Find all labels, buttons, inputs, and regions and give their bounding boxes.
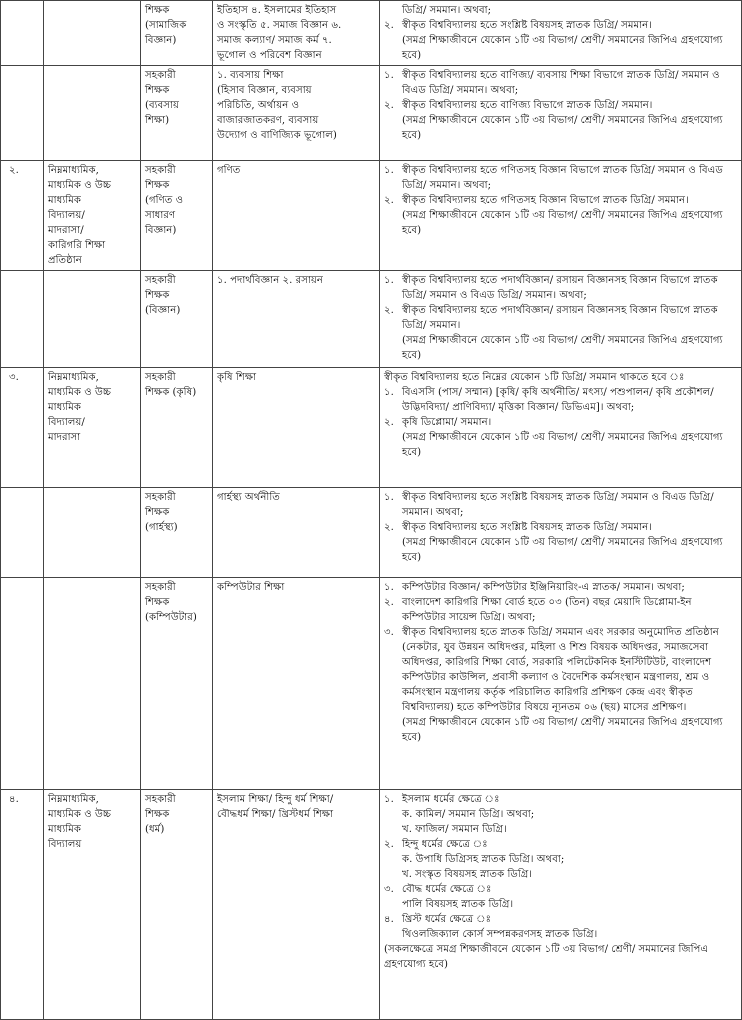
qualification-cell xyxy=(380,1,742,66)
subject-cell xyxy=(213,1,380,66)
post-cell xyxy=(141,66,213,161)
post-line: সহকারী xyxy=(145,275,176,286)
subject-line: সমাজ কল্যাণ/ সমাজ কর্ম ৭. xyxy=(217,35,332,46)
qualification-cell xyxy=(380,790,742,1020)
qualification-cell xyxy=(380,66,742,161)
subject-line: উদ্যোগ ও বাণিজ্যিক ভূগোল) xyxy=(217,130,337,141)
qualification-item-number: ২. xyxy=(384,305,394,316)
subject-line: গার্হস্থ্য অর্থনীতি xyxy=(217,492,280,503)
institution-line: নিম্নমাধ্যমিক, xyxy=(48,794,99,805)
table-row xyxy=(1,368,742,488)
institution-cell xyxy=(44,790,141,1020)
post-line: শিক্ষক xyxy=(145,85,170,96)
qualification-item-number: ১. xyxy=(384,794,394,805)
qualification-note: (সমগ্র শিক্ষাজীবনে যেকোন ১টি ৩য় বিভাগ/ শ্রেণী/ সমমানের জিপিএ গ্রহণযোগ্য হবে) xyxy=(402,115,723,141)
serial-cell xyxy=(1,368,44,488)
qualification-subitem: ক. কামিল/ সমমান ডিগ্রি। অথবা; xyxy=(402,809,535,820)
table-row xyxy=(1,66,742,161)
subject-line: ইতিহাস ৪. ইসলামের ইতিহাস xyxy=(217,5,337,16)
qualification-note: (সমগ্র শিক্ষাজীবনে যেকোন ১টি ৩য় বিভাগ/ শ্রেণী/ সমমানের জিপিএ গ্রহণযোগ্য হবে) xyxy=(402,537,723,563)
qualification-item xyxy=(384,490,737,520)
qualification-note: ডিগ্রি/ সমমান। অথবা; xyxy=(402,5,492,16)
serial-number: ৪. xyxy=(9,794,19,805)
institution-line: বিদ্যালয় xyxy=(48,839,82,850)
post-line: শিক্ষক (কৃষি) xyxy=(145,387,197,398)
post-cell xyxy=(141,790,213,1020)
qualification-item-text: কম্পিউটার বিজ্ঞান/ কম্পিউটার ইঞ্জিনিয়ারিং-এ স্নাতক/ সমমান। অথবা; xyxy=(402,582,685,593)
post-line: (সামাজিক xyxy=(145,20,187,31)
serial-cell xyxy=(1,790,44,1020)
subject-cell xyxy=(213,488,380,578)
qualification-cell xyxy=(380,488,742,578)
institution-cell xyxy=(44,66,141,161)
serial-number: ৩. xyxy=(9,372,19,383)
post-line: (ধর্ম) xyxy=(145,824,165,835)
qualification-item-text: হিন্দু ধর্মের ক্ষেত্রে ঃ xyxy=(402,839,488,850)
institution-cell xyxy=(44,578,141,790)
table-row xyxy=(1,488,742,578)
subject-line: কম্পিউটার শিক্ষা xyxy=(217,582,285,593)
qualification-item-text: স্বীকৃত বিশ্ববিদ্যালয় হতে গণিতসহ বিজ্ঞান বিভাগে স্নাতক ডিগ্রি/ সমমান। xyxy=(402,195,689,206)
institution-line: মাধ্যমিক xyxy=(48,824,81,835)
qualification-item-number: ২. xyxy=(384,522,394,533)
qualification-item-number: ২. xyxy=(384,195,394,206)
qualification-item-number: ১. xyxy=(384,492,394,503)
post-cell xyxy=(141,488,213,578)
qualification-item xyxy=(384,595,737,625)
table-row xyxy=(1,161,742,271)
serial-number: ২. xyxy=(9,165,19,176)
serial-cell xyxy=(1,161,44,271)
subject-line: পরিচিতি, অর্থায়ন ও xyxy=(217,100,300,111)
qualification-note: (সমগ্র শিক্ষাজীবনে যেকোন ১টি ৩য় বিভাগ/ শ্রেণী/ সমমানের জিপিএ গ্রহণযোগ্য হবে) xyxy=(402,210,723,236)
qualification-subitem: পালি বিষয়সহ স্নাতক ডিগ্রি। xyxy=(402,899,514,910)
subject-line: গণিত xyxy=(217,165,241,176)
qualification-item-text: স্বীকৃত বিশ্ববিদ্যালয় হতে পদার্থবিজ্ঞান/ রসায়ন বিজ্ঞানসহ বিজ্ঞান বিভাগে স্নাতক ডিগ্রি/ সমমান ও বিএড ডিগ্রি/ সমমান। অথবা; xyxy=(402,275,718,301)
qualification-item-number: ৪. xyxy=(384,914,394,925)
qualification-item-number: ৩. xyxy=(384,884,394,895)
subject-line: ভূগোল ও পরিবেশ বিজ্ঞান xyxy=(217,50,322,61)
institution-line: বিদ্যালয়/ xyxy=(48,210,85,221)
qualification-item xyxy=(384,520,737,535)
post-cell xyxy=(141,161,213,271)
post-line: শিক্ষক xyxy=(145,507,170,518)
qualification-item xyxy=(384,273,737,303)
subject-line: ও সংস্কৃতি ৫. সমাজ বিজ্ঞান ৬. xyxy=(217,20,342,31)
qualification-item-text: স্বীকৃত বিশ্ববিদ্যালয় হতে সংশ্লিষ্ট বিষয়সহ স্নাতক ডিগ্রি/ সমমান। xyxy=(402,522,652,533)
post-line: সহকারী xyxy=(145,492,176,503)
post-line: শিক্ষক xyxy=(145,180,170,191)
qualification-item-number: ২. xyxy=(384,20,394,31)
qualification-item xyxy=(384,303,737,333)
serial-cell xyxy=(1,271,44,368)
post-line: শিক্ষা) xyxy=(145,115,170,126)
qualification-item-text: কৃষি ডিপ্লোমা/ সমমান। xyxy=(402,417,492,428)
subject-line: ১. ব্যবসায় শিক্ষা xyxy=(217,70,284,81)
qualification-item-number: ২. xyxy=(384,597,394,608)
post-line: (কম্পিউটার) xyxy=(145,612,197,623)
post-line: শিক্ষক xyxy=(145,809,170,820)
qualification-item-text: ইসলাম ধর্মের ক্ষেত্রে ঃ xyxy=(402,794,500,805)
qualification-item-number: ১. xyxy=(384,165,394,176)
qualification-item xyxy=(384,385,737,415)
table-row xyxy=(1,790,742,1020)
qualification-item-text: স্বীকৃত বিশ্ববিদ্যালয় হতে গণিতসহ বিজ্ঞান বিভাগে স্নাতক ডিগ্রি/ সমমান ও বিএড ডিগ্রি/ সমমান। অথবা; xyxy=(402,165,723,191)
qualification-item xyxy=(384,98,737,113)
post-cell xyxy=(141,1,213,66)
post-cell xyxy=(141,368,213,488)
institution-cell xyxy=(44,1,141,66)
post-line: সহকারী xyxy=(145,794,176,805)
qualification-note: স্বীকৃত বিশ্ববিদ্যালয় হতে নিম্নের যেকোন ১টি ডিগ্রি/ সমমান থাকতে হবে ঃ xyxy=(384,372,685,383)
qualification-note: (সমগ্র শিক্ষাজীবনে যেকোন ১টি ৩য় বিভাগ/ শ্রেণী/ সমমানের জিপিএ গ্রহণযোগ্য হবে) xyxy=(402,432,723,458)
qualification-subitem: থিওলজিক্যাল কোর্স সম্পন্নকরণসহ স্নাতক ডিগ্রি। xyxy=(402,929,598,940)
qualification-item xyxy=(384,580,737,595)
qualification-item xyxy=(384,837,737,852)
qualification-note: (সকলক্ষেত্রে সমগ্র শিক্ষাজীবনে যেকোন ১টি ৩য় বিভাগ/ শ্রেণী/ সমমানের জিপিএ গ্রহণযোগ্য হবে) xyxy=(384,944,709,970)
qualification-cell xyxy=(380,161,742,271)
qualification-item xyxy=(384,882,737,897)
qualification-subitem: খ. সংস্কৃত বিষয়সহ স্নাতক ডিগ্রি। xyxy=(402,869,533,880)
post-line: সহকারী xyxy=(145,582,176,593)
qualification-item-number: ২. xyxy=(384,839,394,850)
qualification-item-text: স্বীকৃত বিশ্ববিদ্যালয় হতে স্নাতক ডিগ্রি/ সমমান এবং সরকার অনুমোদিত প্রতিষ্ঠান (নেকটার, যুব উন্নয়ন অধিদপ্তর, মহিলা ও শিশু বিষয়ক অধিদপ্তর, সমাজসেবা অধিদপ্তর, কারিগরি শিক্ষা বোর্ড, সরকারি পলিটেকনিক ইনস্টিটিউট, বাংলাদেশ কম্পিউটার কাউন্সিল, প্রবাসী কল্যাণ ও বৈদেশিক কর্মসংস্থান মন্ত্রণালয়, শ্রম ও কর্মসংস্থান মন্ত্রণালয় কর্তৃক পরিচালিত কারিগরি প্রশিক্ষণ কেন্দ্র এবং স্বীকৃত বিশ্ববিদ্যালয়) হতে কম্পিউটার বিষয়ে ন্যূনতম ০৬ (ছয়) মাসের প্রশিক্ষণ। xyxy=(402,627,719,713)
qualification-item xyxy=(384,912,737,927)
qualification-note: (সমগ্র শিক্ষাজীবনে যেকোন ১টি ৩য় বিভাগ/ শ্রেণী/ সমমানের জিপিএ গ্রহণযোগ্য হবে) xyxy=(402,35,723,61)
qualification-item-number: ২. xyxy=(384,100,394,111)
post-line: বিজ্ঞান) xyxy=(145,35,177,46)
institution-cell xyxy=(44,271,141,368)
qualification-item-text: স্বীকৃত বিশ্ববিদ্যালয় হতে পদার্থবিজ্ঞান/ রসায়ন বিজ্ঞানসহ বিজ্ঞান বিভাগে স্নাতক ডিগ্রি/ সমমান। xyxy=(402,305,718,331)
table-row xyxy=(1,1,742,66)
qualification-item-text: স্বীকৃত বিশ্ববিদ্যালয় হতে বাণিজ্য/ ব্যবসায় শিক্ষা বিভাগে স্নাতক ডিগ্রি/ সমমান ও বিএড ডিগ্রি/ সমমান। অথবা; xyxy=(402,70,720,96)
institution-line: মাধ্যমিক ও উচ্চ xyxy=(48,180,112,191)
post-cell xyxy=(141,271,213,368)
subject-cell xyxy=(213,790,380,1020)
qualification-subitem: খ. ফাজিল/ সমমান ডিগ্রি। xyxy=(402,824,507,835)
post-line: সহকারী xyxy=(145,70,176,81)
qualification-item-number: ২. xyxy=(384,417,394,428)
qualification-item xyxy=(384,415,737,430)
qualification-item-number: ৩. xyxy=(384,627,394,638)
qualification-item-number: ১. xyxy=(384,582,394,593)
subject-cell xyxy=(213,161,380,271)
qualification-item-number: ১. xyxy=(384,70,394,81)
qualification-item-text: স্বীকৃত বিশ্ববিদ্যালয় হতে সংশ্লিষ্ট বিষয়সহ স্নাতক ডিগ্রি/ সমমান ও বিএড ডিগ্রি/ সমমান। অথবা; xyxy=(402,492,714,518)
institution-cell xyxy=(44,161,141,271)
institution-line: প্রতিষ্ঠান xyxy=(48,255,82,266)
subject-line: ইসলাম শিক্ষা/ হিন্দু ধর্ম শিক্ষা/ xyxy=(217,794,334,805)
post-line: সহকারী xyxy=(145,372,176,383)
post-line: সহকারী xyxy=(145,165,176,176)
post-line: শিক্ষক xyxy=(145,5,170,16)
institution-line: নিম্নমাধ্যমিক, xyxy=(48,165,99,176)
qualification-item xyxy=(384,18,737,33)
qualification-item-number: ১. xyxy=(384,275,394,286)
qualification-item-text: বাংলাদেশ কারিগরি শিক্ষা বোর্ড হতে ০৩ (তিন) বছর মেয়াদি ডিপ্লোমা-ইন কম্পিউটার সায়েন্স ডিগ্রি। অথবা; xyxy=(402,597,692,623)
qualification-item-text: স্বীকৃত বিশ্ববিদ্যালয় হতে বাণিজ্য বিভাগে স্নাতক ডিগ্রি/ সমমান। xyxy=(402,100,653,111)
qualification-item-text: খ্রিস্ট ধর্মের ক্ষেত্রে ঃ xyxy=(402,914,492,925)
institution-line: মাদরাসা xyxy=(48,432,81,443)
institution-line: মাধ্যমিক ও উচ্চ xyxy=(48,387,112,398)
subject-line: কৃষি শিক্ষা xyxy=(217,372,257,383)
post-line: (বিজ্ঞান) xyxy=(145,305,181,316)
post-line: শিক্ষক xyxy=(145,597,170,608)
institution-line: মাদরাসা/ xyxy=(48,225,84,236)
subject-cell xyxy=(213,578,380,790)
qualification-item-text: বিএসসি (পাস/ সম্মান) [কৃষি/ কৃষি অর্থনীতি/ মৎস্য/ পশুপালন/ কৃষি প্রকৌশল/ উদ্ভিদবিদ্যা/ প্রাণিবিদ্যা/ মৃত্তিকা বিজ্ঞান/ ডিভিএম]। অথবা; xyxy=(402,387,714,413)
post-line: শিক্ষক xyxy=(145,290,170,301)
post-line: বিজ্ঞান) xyxy=(145,225,177,236)
institution-line: কারিগরি শিক্ষা xyxy=(48,240,106,251)
qualification-item-text: বৌদ্ধ ধর্মের ক্ষেত্রে ঃ xyxy=(402,884,492,895)
table-row xyxy=(1,578,742,790)
post-line: সাধারণ xyxy=(145,210,176,221)
serial-cell xyxy=(1,66,44,161)
qualification-cell xyxy=(380,578,742,790)
qualification-note: (সমগ্র শিক্ষাজীবনে যেকোন ১টি ৩য় বিভাগ/ শ্রেণী/ সমমানের জিপিএ গ্রহণযোগ্য হবে) xyxy=(402,335,723,361)
post-cell xyxy=(141,578,213,790)
qualification-item xyxy=(384,193,737,208)
institution-cell xyxy=(44,488,141,578)
qualification-item xyxy=(384,792,737,807)
institution-line: মাধ্যমিক xyxy=(48,402,81,413)
post-line: (গার্হস্থ্য) xyxy=(145,522,178,533)
qualification-cell xyxy=(380,368,742,488)
serial-cell xyxy=(1,578,44,790)
subject-line: বাজারজাতকরণ, ব্যবসায় xyxy=(217,115,319,126)
qualification-item xyxy=(384,163,737,193)
subject-line: (হিসাব বিজ্ঞান, ব্যবসায় xyxy=(217,85,312,96)
subject-cell xyxy=(213,368,380,488)
post-line: (ব্যবসায় xyxy=(145,100,179,111)
post-line: (গণিত ও xyxy=(145,195,184,206)
qualification-item xyxy=(384,625,737,715)
qualification-cell xyxy=(380,271,742,368)
subject-line: বৌদ্ধধর্ম শিক্ষা/ খ্রিস্টধর্ম শিক্ষা xyxy=(217,809,334,820)
qualification-note: (সমগ্র শিক্ষাজীবনে যেকোন ১টি ৩য় বিভাগ/ শ্রেণী/ সমমানের জিপিএ গ্রহণযোগ্য হবে) xyxy=(402,717,723,743)
institution-line: বিদ্যালয়/ xyxy=(48,417,85,428)
serial-cell xyxy=(1,488,44,578)
institution-line: মাধ্যমিক xyxy=(48,195,81,206)
qualification-item-number: ১. xyxy=(384,387,394,398)
qualification-item-text: স্বীকৃত বিশ্ববিদ্যালয় হতে সংশ্লিষ্ট বিষয়সহ স্নাতক ডিগ্রি/ সমমান। xyxy=(402,20,652,31)
institution-cell xyxy=(44,368,141,488)
subject-cell xyxy=(213,66,380,161)
qualification-subitem: ক. উপাধি ডিগ্রিসহ স্নাতক ডিগ্রি। অথবা; xyxy=(402,854,565,865)
subject-line: ১. পদার্থবিজ্ঞান ২. রসায়ন xyxy=(217,275,323,286)
institution-line: মাধ্যমিক ও উচ্চ xyxy=(48,809,112,820)
serial-cell xyxy=(1,1,44,66)
qualification-item xyxy=(384,68,737,98)
table-row xyxy=(1,271,742,368)
subject-cell xyxy=(213,271,380,368)
institution-line: নিম্নমাধ্যমিক, xyxy=(48,372,99,383)
